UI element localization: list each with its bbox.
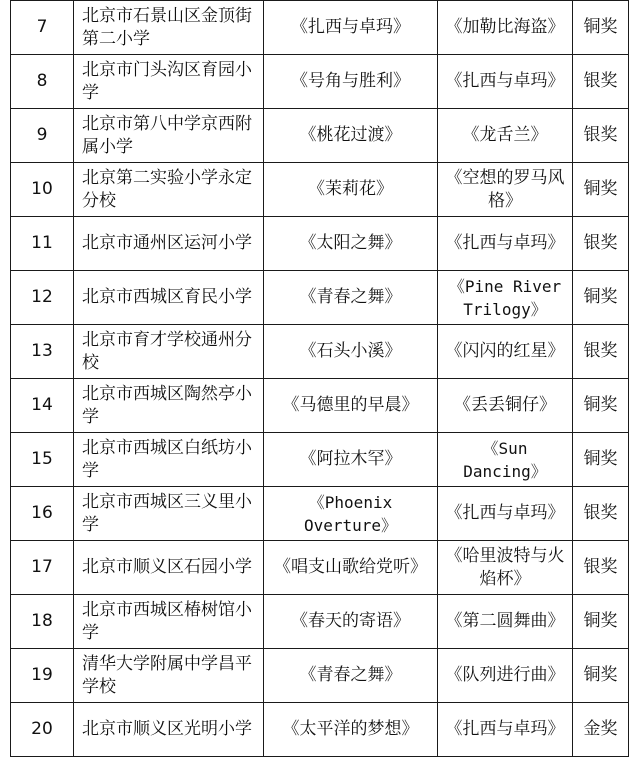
school-name: 北京市西城区白纸坊小学: [74, 433, 264, 487]
row-number: 12: [11, 271, 74, 325]
school-name: 北京市石景山区金顶街第二小学: [74, 1, 264, 55]
piece-2: 《Pine River Trilogy》: [438, 271, 573, 325]
piece-2: 《Sun Dancing》: [438, 433, 573, 487]
piece-1: 《青春之舞》: [264, 649, 438, 703]
piece-1: 《太阳之舞》: [264, 217, 438, 271]
piece-1: 《茉莉花》: [264, 163, 438, 217]
piece-2: 《第二圆舞曲》: [438, 595, 573, 649]
piece-2: 《队列进行曲》: [438, 649, 573, 703]
row-number: 16: [11, 487, 74, 541]
piece-1: 《桃花过渡》: [264, 109, 438, 163]
school-name: 北京市西城区三义里小学: [74, 487, 264, 541]
school-name: 北京市第八中学京西附属小学: [74, 109, 264, 163]
school-name: 北京第二实验小学永定分校: [74, 163, 264, 217]
table-row: [11, 271, 629, 325]
row-number: 9: [11, 109, 74, 163]
row-number: 8: [11, 55, 74, 109]
piece-2: 《空想的罗马风格》: [438, 163, 573, 217]
piece-1: 《马德里的早晨》: [264, 379, 438, 433]
row-number: 19: [11, 649, 74, 703]
school-name: 北京市育才学校通州分校: [74, 325, 264, 379]
table-row: [11, 433, 629, 487]
row-number: 17: [11, 541, 74, 595]
table-row: [11, 379, 629, 433]
piece-2: 《加勒比海盗》: [438, 1, 573, 55]
award: 铜奖: [573, 433, 629, 487]
piece-2: 《哈里波特与火焰杯》: [438, 541, 573, 595]
piece-2: 《闪闪的红星》: [438, 325, 573, 379]
piece-2: 《扎西与卓玛》: [438, 703, 573, 757]
piece-2: 《扎西与卓玛》: [438, 487, 573, 541]
table-row: [11, 541, 629, 595]
table-row: [11, 217, 629, 271]
piece-1: 《太平洋的梦想》: [264, 703, 438, 757]
award: 铜奖: [573, 649, 629, 703]
row-number: 7: [11, 1, 74, 55]
table-row: [11, 163, 629, 217]
piece-1: 《春天的寄语》: [264, 595, 438, 649]
award: 铜奖: [573, 163, 629, 217]
row-number: 20: [11, 703, 74, 757]
award: 银奖: [573, 541, 629, 595]
table-row: [11, 109, 629, 163]
award: 银奖: [573, 217, 629, 271]
piece-1: 《石头小溪》: [264, 325, 438, 379]
piece-1: 《号角与胜利》: [264, 55, 438, 109]
row-number: 11: [11, 217, 74, 271]
awards-table: [10, 0, 629, 757]
award: 银奖: [573, 325, 629, 379]
piece-2: 《丢丢铜仔》: [438, 379, 573, 433]
awards-table-body: [11, 1, 629, 757]
piece-1: 《阿拉木罕》: [264, 433, 438, 487]
row-number: 18: [11, 595, 74, 649]
award: 银奖: [573, 109, 629, 163]
award: 铜奖: [573, 595, 629, 649]
school-name: 北京市通州区运河小学: [74, 217, 264, 271]
school-name: 清华大学附属中学昌平学校: [74, 649, 264, 703]
piece-1: 《青春之舞》: [264, 271, 438, 325]
piece-1: 《唱支山歌给党听》: [264, 541, 438, 595]
school-name: 北京市门头沟区育园小学: [74, 55, 264, 109]
piece-2: 《龙舌兰》: [438, 109, 573, 163]
table-row: [11, 649, 629, 703]
school-name: 北京市顺义区石园小学: [74, 541, 264, 595]
award: 银奖: [573, 55, 629, 109]
award: 铜奖: [573, 379, 629, 433]
school-name: 北京市西城区育民小学: [74, 271, 264, 325]
award: 铜奖: [573, 1, 629, 55]
piece-1: 《扎西与卓玛》: [264, 1, 438, 55]
table-row: [11, 703, 629, 757]
row-number: 15: [11, 433, 74, 487]
row-number: 10: [11, 163, 74, 217]
school-name: 北京市顺义区光明小学: [74, 703, 264, 757]
school-name: 北京市西城区陶然亭小学: [74, 379, 264, 433]
school-name: 北京市西城区椿树馆小学: [74, 595, 264, 649]
row-number: 14: [11, 379, 74, 433]
award: 金奖: [573, 703, 629, 757]
row-number: 13: [11, 325, 74, 379]
table-row: [11, 487, 629, 541]
piece-2: 《扎西与卓玛》: [438, 55, 573, 109]
table-row: [11, 1, 629, 55]
table-row: [11, 55, 629, 109]
table-row: [11, 325, 629, 379]
piece-2: 《扎西与卓玛》: [438, 217, 573, 271]
award: 银奖: [573, 487, 629, 541]
piece-1: 《Phoenix Overture》: [264, 487, 438, 541]
award: 铜奖: [573, 271, 629, 325]
table-row: [11, 595, 629, 649]
